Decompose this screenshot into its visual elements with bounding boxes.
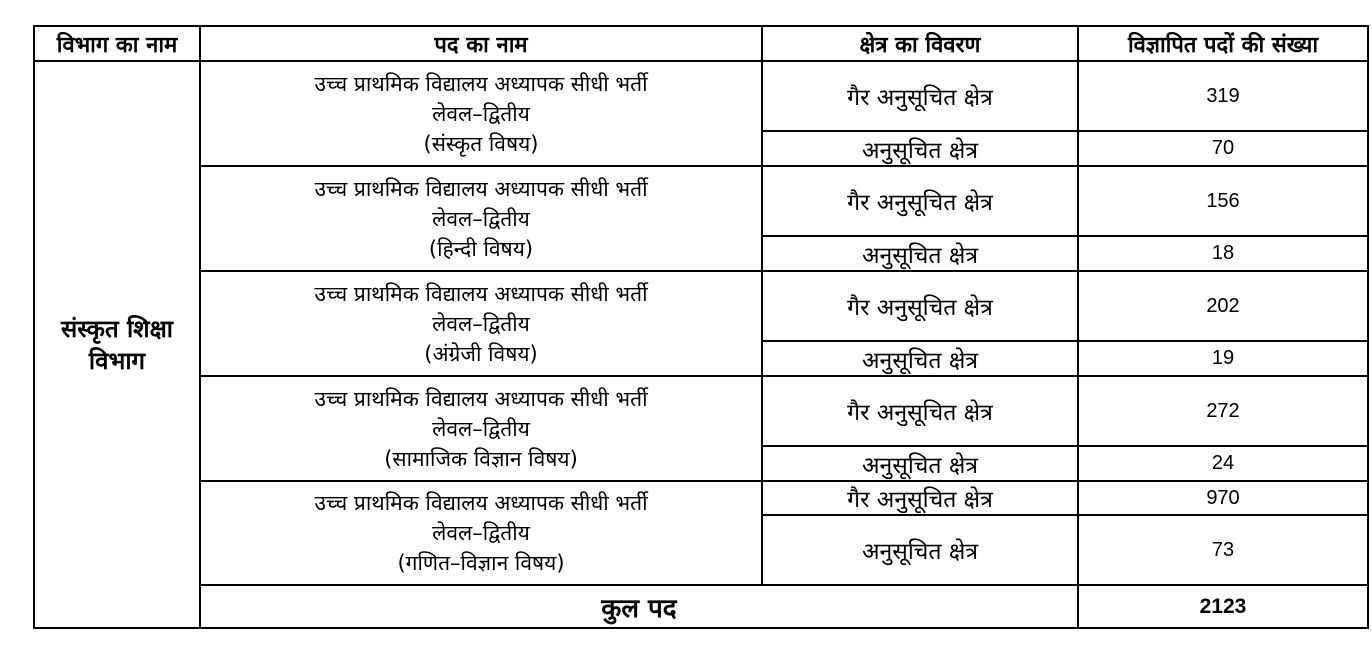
post-level: लेवल–द्वितीय — [432, 101, 530, 126]
post-name-cell — [200, 481, 762, 585]
post-title: उच्च प्राथमिक विद्यालय अध्यापक सीधी भर्ती — [314, 176, 648, 201]
post-name-cell — [200, 376, 762, 481]
column-header-zone: क्षेत्र का विवरण — [762, 26, 1078, 61]
column-header-department: विभाग का नाम — [34, 26, 200, 61]
column-header-count: विज्ञापित पदों की संख्या — [1078, 26, 1368, 61]
column-header-post: पद का नाम — [200, 26, 762, 61]
post-level: लेवल–द्वितीय — [432, 521, 530, 545]
total-label: कुल पद — [200, 585, 1078, 628]
table-row — [34, 481, 1368, 515]
table-row — [34, 166, 1368, 236]
zone-cell: अनुसूचित क्षेत्र — [762, 236, 1078, 271]
count-cell: 156 — [1078, 166, 1368, 236]
zone-cell: गैर अनुसूचित क्षेत्र — [762, 166, 1078, 236]
zone-cell: गैर अनुसूचित क्षेत्र — [762, 271, 1078, 341]
post-subject: (गणित–विज्ञान विषय) — [397, 551, 565, 575]
table-header-row — [34, 26, 1368, 61]
post-level: लेवल–द्वितीय — [432, 206, 530, 231]
post-title: उच्च प्राथमिक विद्यालय अध्यापक सीधी भर्ती — [314, 491, 648, 515]
zone-cell: अनुसूचित क्षेत्र — [762, 131, 1078, 166]
count-cell: 970 — [1078, 481, 1368, 515]
total-value: 2123 — [1078, 585, 1368, 628]
post-subject: (संस्कृत विषय) — [423, 131, 539, 156]
post-level: लेवल–द्वितीय — [432, 416, 530, 441]
post-name-cell — [200, 61, 762, 166]
table-row — [34, 61, 1368, 131]
post-subject: (सामाजिक विज्ञान विषय) — [384, 446, 578, 471]
count-cell: 319 — [1078, 61, 1368, 131]
post-name-cell — [200, 166, 762, 271]
count-cell: 202 — [1078, 271, 1368, 341]
post-subject: (हिन्दी विषय) — [428, 236, 534, 261]
table-row — [34, 376, 1368, 446]
zone-cell: गैर अनुसूचित क्षेत्र — [762, 61, 1078, 131]
count-cell: 19 — [1078, 341, 1368, 376]
table-row — [34, 271, 1368, 341]
post-title: उच्च प्राथमिक विद्यालय अध्यापक सीधी भर्ती — [314, 281, 648, 306]
post-level: लेवल–द्वितीय — [432, 311, 530, 336]
post-name-cell — [200, 271, 762, 376]
zone-cell: अनुसूचित क्षेत्र — [762, 446, 1078, 481]
post-title: उच्च प्राथमिक विद्यालय अध्यापक सीधी भर्ती — [314, 386, 648, 411]
count-cell: 24 — [1078, 446, 1368, 481]
count-cell: 73 — [1078, 515, 1368, 585]
zone-cell: अनुसूचित क्षेत्र — [762, 515, 1078, 585]
post-subject: (अंग्रेजी विषय) — [424, 341, 538, 366]
count-cell: 272 — [1078, 376, 1368, 446]
total-row — [34, 585, 1368, 628]
count-cell: 18 — [1078, 236, 1368, 271]
zone-cell: गैर अनुसूचित क्षेत्र — [762, 376, 1078, 446]
zone-cell: अनुसूचित क्षेत्र — [762, 341, 1078, 376]
zone-cell: गैर अनुसूचित क्षेत्र — [762, 481, 1078, 515]
post-title: उच्च प्राथमिक विद्यालय अध्यापक सीधी भर्ती — [314, 71, 648, 96]
vacancy-table — [33, 25, 1369, 629]
count-cell: 70 — [1078, 131, 1368, 166]
department-cell: संस्कृत शिक्षा विभाग — [34, 61, 200, 628]
